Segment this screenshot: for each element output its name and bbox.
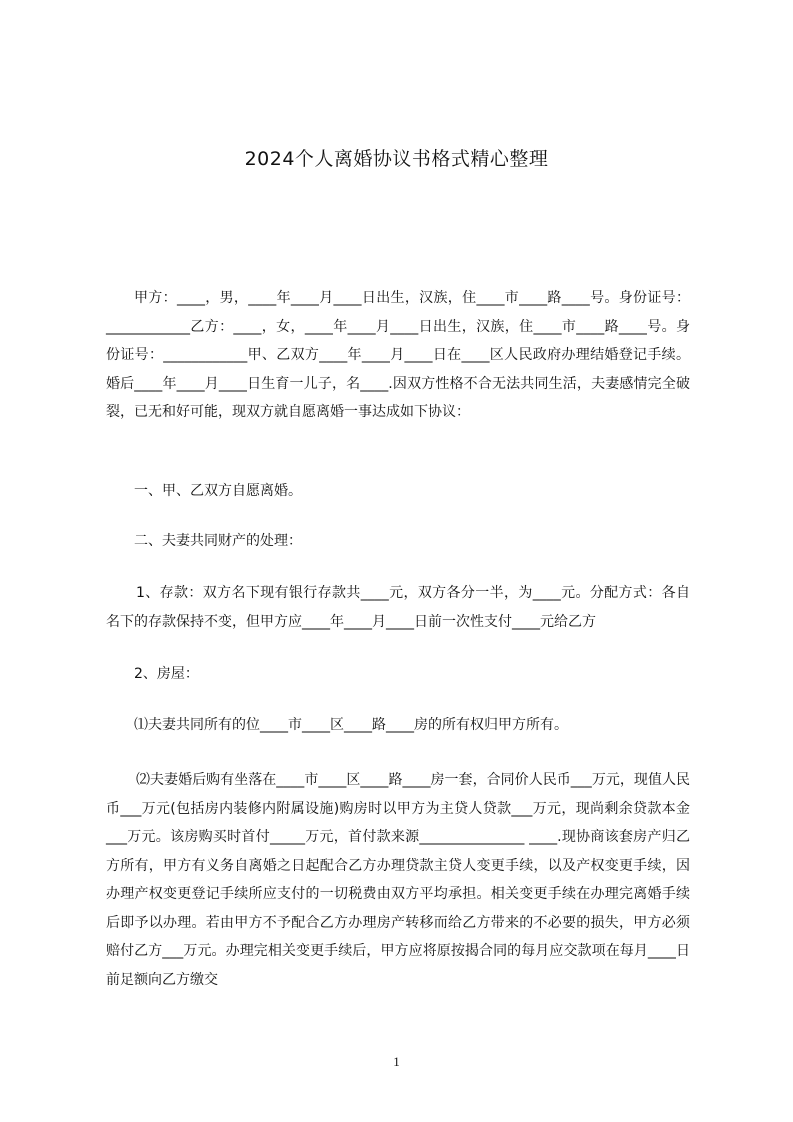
house-clause-2: ⑵夫妻婚后购有坐落在____市____区____路____房一套，合同价人民币___万元，现值人民币___万元(包括房内装修内附属设施)购房时以甲方为主贷人贷款___万元，现尚剩余贷款本金___万元。该房购买时首付_____万元，首付款来源_______________ ____.现协商该套房产归乙方所有，甲方有义务自离婚之日起配合乙方办理贷款主贷人变更手续，以及产权变更手续，因办理产权变更登记手续所应支付的一切税费由双方平均承担。相关变更手续在办理完离婚手续后即予以办理。若由甲方不予配合乙方办理房产转移而给乙方带来的不必要的损失，甲方必须赔付乙方___万元。办理完相关变更手续后，甲方应将原按揭合同的每月应交款项在每月____日前足额向乙方缴交 [106,772,690,988]
house-clause-1: ⑴夫妻共同所有的位____市____区____路____房的所有权归甲方所有。 [134,717,568,733]
intro-paragraph: 甲方：____，男，____年____月____日出生，汉族，住____市____路____号。身份证号：____________乙方：____，女，____年____月____日出生，汉族，住____市____路____号。身份证号：____________甲、乙双方____年____月____日在____区人民政府办理结婚登记手续。婚后____年____月____日生育一儿子，名____.因双方性格不合无法共同生活，夫妻感情完全破裂，已无和好可能，现双方就自愿离婚一事达成如下协议： [106,290,690,420]
deposit-paragraph: 1、存款：双方名下现有银行存款共____元，双方各分一半，为____元。分配方式：各自名下的存款保持不变，但甲方应____年____月____日前一次性支付____元给乙方 [106,585,690,630]
house-heading: 2、房屋： [134,666,199,682]
document-title: 2024个人离婚协议书格式精心整理 [244,148,549,170]
clause-2: 二、夫妻共同财产的处理： [134,533,302,549]
page-number: 1 [393,1054,400,1069]
clause-1: 一、甲、乙双方自愿离婚。 [134,483,302,499]
